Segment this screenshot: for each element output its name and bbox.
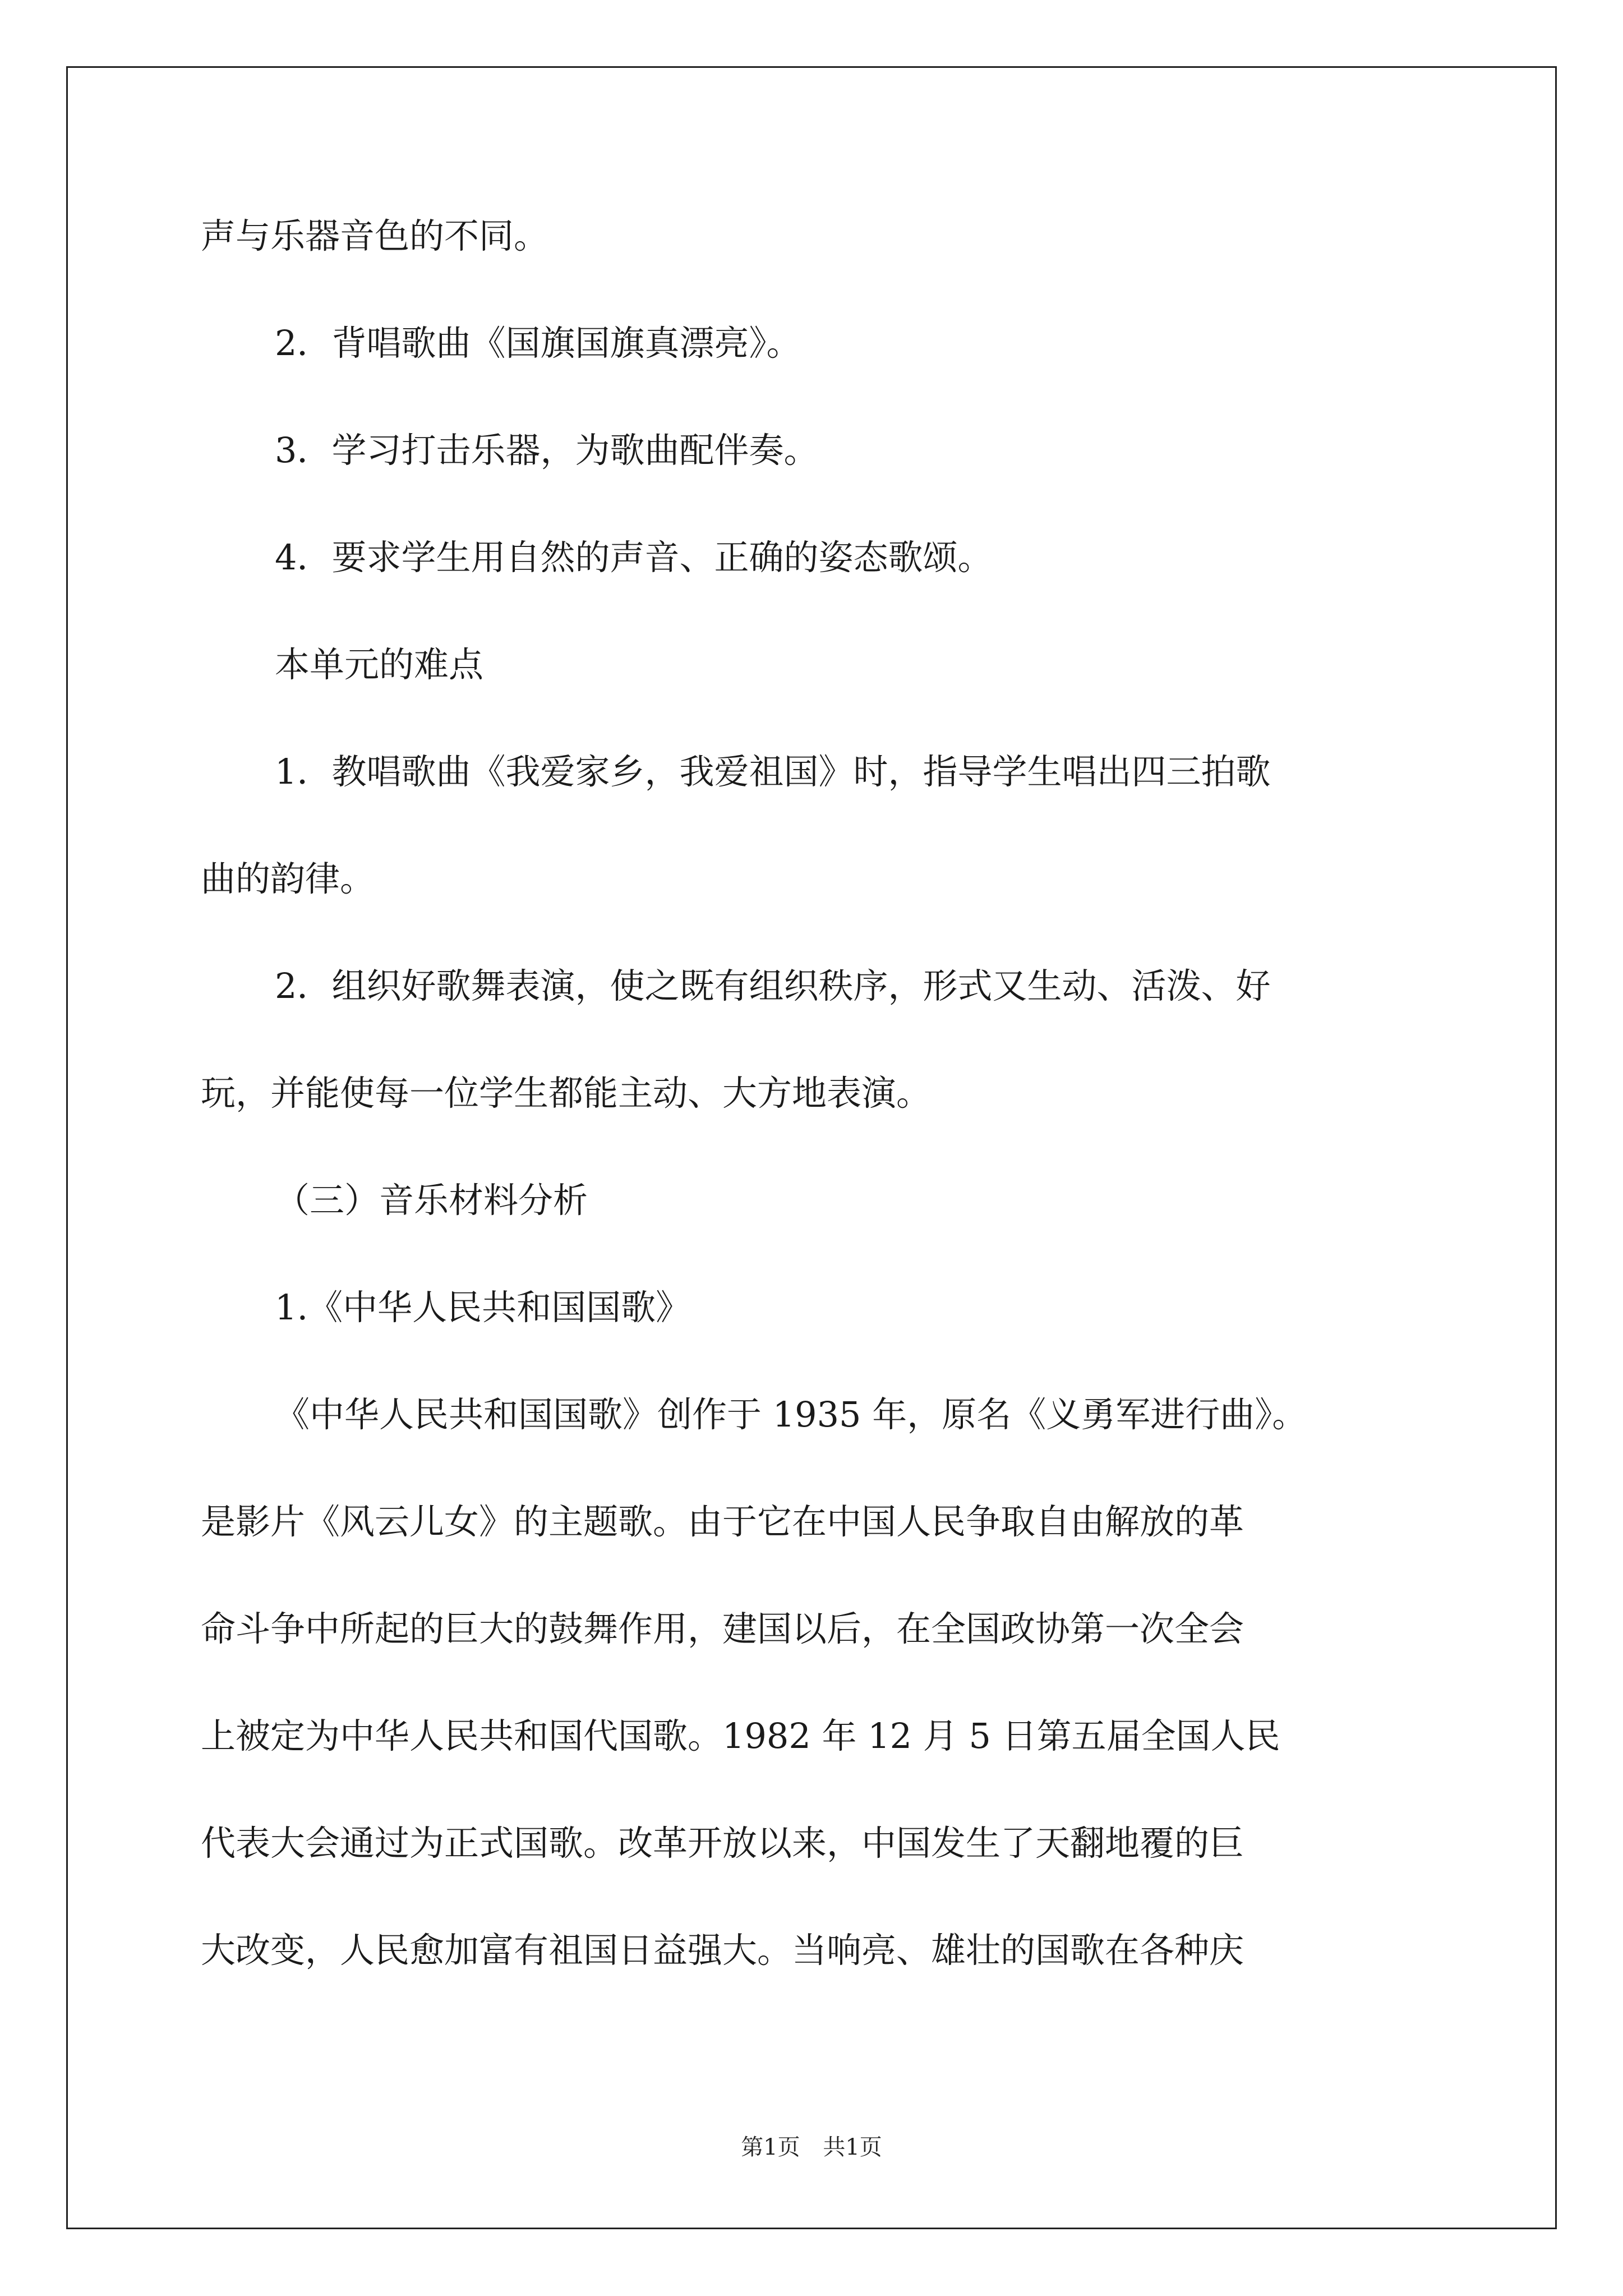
text-line-1: 声与乐器音色的不同。 xyxy=(201,215,549,256)
text-line-17: 大改变，人民愈加富有祖国日益强大。当响亮、雄壮的国歌在各种庆 xyxy=(201,1930,1244,1971)
text-line-12: 《中华人民共和国国歌》创作于 1935 年，原名《义勇军进行曲》。 xyxy=(275,1394,1307,1435)
page-border xyxy=(66,66,1557,2229)
text-line-14: 命斗争中所起的巨大的鼓舞作用，建国以后，在全国政协第一次全会 xyxy=(201,1608,1244,1649)
page-footer xyxy=(0,2131,1623,2164)
text-line-9: 玩，并能使每一位学生都能主动、大方地表演。 xyxy=(201,1073,932,1114)
text-line-11: 1.《中华人民共和国国歌》 xyxy=(275,1287,691,1328)
text-line-8: 2．组织好歌舞表演，使之既有组织秩序，形式又生动、活泼、好 xyxy=(275,965,1271,1006)
text-line-13: 是影片《风云儿女》的主题歌。由于它在中国人民争取自由解放的革 xyxy=(201,1501,1244,1542)
text-line-15: 上被定为中华人民共和国代国歌。1982 年 12 月 5 日第五届全国人民 xyxy=(201,1715,1280,1756)
text-line-3: 3．学习打击乐器，为歌曲配伴奏。 xyxy=(275,430,819,471)
page-number: 第1页 xyxy=(741,2134,800,2160)
section-heading-materials: （三）音乐材料分析 xyxy=(275,1180,588,1221)
section-heading-difficulties: 本单元的难点 xyxy=(275,644,484,685)
text-line-6: 1．教唱歌曲《我爱家乡，我爱祖国》时，指导学生唱出四三拍歌 xyxy=(275,751,1271,792)
text-line-7: 曲的韵律。 xyxy=(201,858,375,899)
text-line-16: 代表大会通过为正式国歌。改革开放以来，中国发生了天翻地覆的巨 xyxy=(201,1823,1244,1864)
text-line-4: 4．要求学生用自然的声音、正确的姿态歌颂。 xyxy=(275,537,993,578)
page-total: 共1页 xyxy=(823,2134,882,2160)
text-line-2: 2．背唱歌曲《国旗国旗真漂亮》。 xyxy=(275,323,801,364)
